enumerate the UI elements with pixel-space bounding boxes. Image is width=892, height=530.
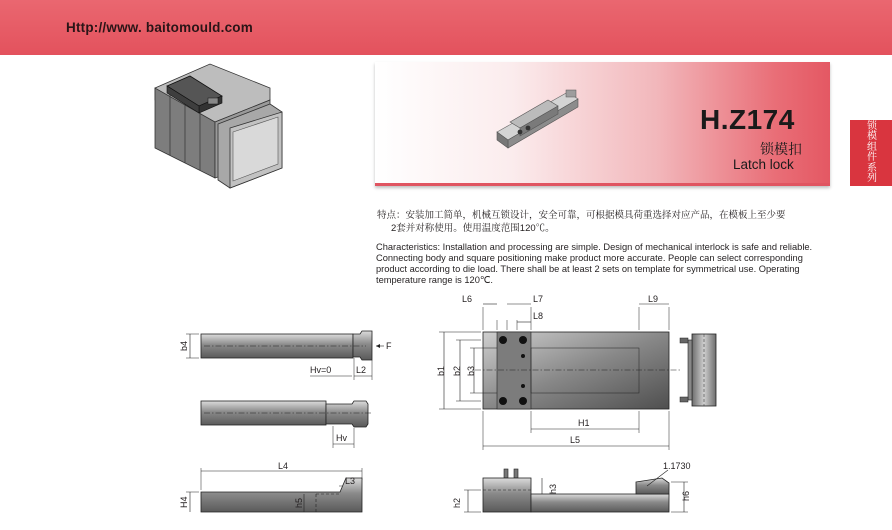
dim-H4: H4	[179, 496, 189, 508]
dim-angle: 1.1730	[663, 461, 691, 471]
dim-L8: L8	[533, 311, 544, 321]
features-cn-line2: 2套并对称使用。使用温度范围120℃。	[391, 223, 555, 234]
dim-L9: L9	[648, 294, 659, 304]
dim-L3: L3	[345, 476, 356, 486]
dim-L7: L7	[533, 294, 544, 304]
product-photo	[497, 90, 578, 148]
dim-L2: L2	[356, 365, 367, 375]
dim-h6: h6	[681, 490, 691, 501]
dim-h5: h5	[294, 497, 304, 508]
dim-hv0: Hv=0	[310, 365, 332, 375]
dim-b4: b4	[179, 340, 189, 351]
base-plate-plan-view	[439, 304, 680, 450]
features-cn-line1: 特点：安装加工简单，机械互锁设计，安全可靠，可根据模具荷重选择对应产品，在模板上至少要	[377, 210, 786, 221]
dim-Hv: Hv	[336, 433, 347, 443]
dim-L6: L6	[462, 294, 473, 304]
dim-H1: H1	[578, 418, 590, 428]
dim-h3: h3	[548, 483, 558, 494]
dim-L5: L5	[570, 435, 581, 445]
website-url[interactable]: Http://www. baitomould.com	[66, 20, 253, 35]
latch-front-view	[186, 468, 362, 512]
product-code: H.Z174	[700, 104, 795, 135]
dim-L4: L4	[278, 461, 289, 471]
dim-b1: b1	[436, 365, 446, 376]
side-tab-label: 锁模组件系列	[867, 121, 877, 185]
latch-end-view	[680, 334, 716, 406]
features-en: Characteristics: Installation and processing are simple. Design of mechanical interlock is safe and reliable. Connecting body and square positioning make product more accurate. People can select corresponding product according to die load. There shall be at least 2 sets on template for symmetrical use. Operating temperature range is 120℃.	[376, 242, 813, 285]
mould-assembly-illustration	[155, 64, 282, 188]
latch-side-view	[186, 331, 384, 380]
product-name-cn: 锁模扣	[760, 141, 802, 157]
dim-F: F	[386, 341, 392, 351]
dim-h2: h2	[452, 497, 462, 508]
dim-b2: b2	[452, 365, 462, 376]
product-name-en: Latch lock	[733, 157, 794, 172]
base-plate-side-view	[464, 469, 688, 512]
dim-b3: b3	[466, 365, 476, 376]
